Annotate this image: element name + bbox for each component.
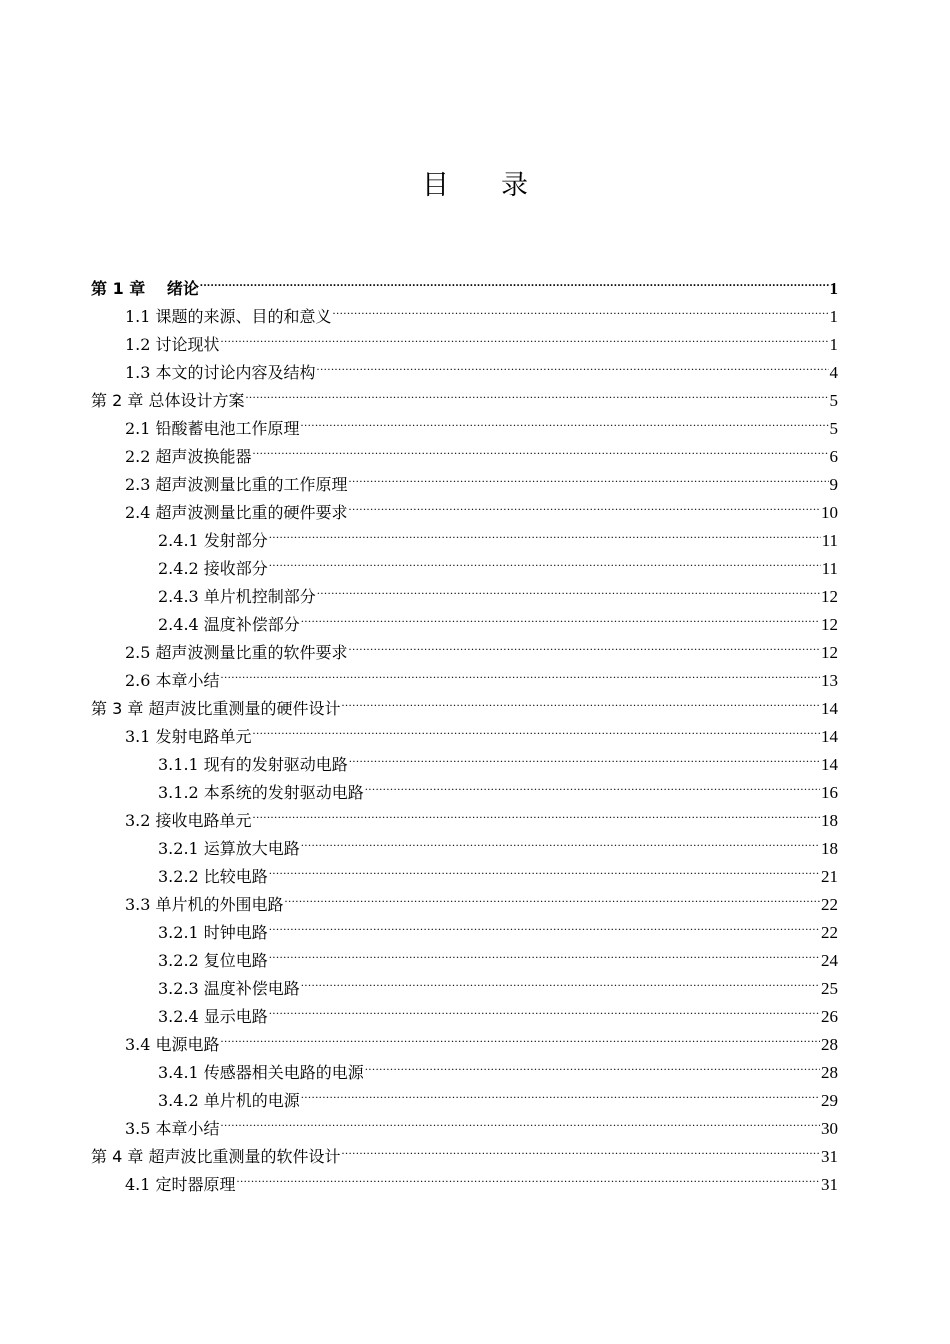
- page-title-char-1: 目: [422, 170, 449, 201]
- toc-dot-leader: [269, 994, 820, 1022]
- toc-entry-page-number: 14: [821, 699, 838, 718]
- toc-section-entry[interactable]: [91, 714, 838, 746]
- toc-entry-page-number: 28: [821, 1035, 838, 1054]
- toc-entry-title: 3.1 发射电路单元: [125, 727, 252, 746]
- toc-entry-page-number: 28: [821, 1063, 838, 1082]
- toc-entry-title: 2.5 超声波测量比重的软件要求: [125, 643, 348, 662]
- toc-dot-leader: [253, 798, 820, 826]
- toc-entry-page-number: 4: [829, 363, 838, 382]
- toc-dot-leader: [253, 434, 829, 462]
- toc-entry-title: 3.1.1 现有的发射驱动电路: [158, 755, 348, 774]
- toc-entry-page-number: 18: [821, 839, 838, 858]
- toc-entry-title: 4.1 定时器原理: [125, 1175, 236, 1194]
- toc-subsection-entry[interactable]: [91, 826, 838, 858]
- toc-entry-page-number: 1: [829, 335, 838, 354]
- toc-entry-page-number: 10: [821, 503, 838, 522]
- toc-section-entry[interactable]: [91, 322, 838, 354]
- toc-section-entry[interactable]: [91, 490, 838, 522]
- toc-dot-leader: [341, 686, 820, 714]
- table-of-contents: [91, 266, 838, 1194]
- toc-section-entry[interactable]: [91, 1106, 838, 1138]
- toc-dot-leader: [221, 1106, 820, 1134]
- toc-entry-page-number: 16: [821, 783, 838, 802]
- toc-entry-title: 3.2.2 比较电路: [158, 867, 268, 886]
- toc-entry-page-number: 6: [829, 447, 838, 466]
- toc-subsection-entry[interactable]: [91, 966, 838, 998]
- toc-subsection-entry[interactable]: [91, 938, 838, 970]
- toc-chapter-entry[interactable]: [91, 266, 838, 298]
- toc-entry-title: 3.4.2 单片机的电源: [158, 1091, 300, 1110]
- toc-entry-page-number: 14: [821, 727, 838, 746]
- toc-entry-page-number: 29: [821, 1091, 838, 1110]
- toc-entry-page-number: 26: [821, 1007, 838, 1026]
- toc-subsection-entry[interactable]: [91, 910, 838, 942]
- toc-entry-title: 2.4.2 接收部分: [158, 559, 268, 578]
- toc-dot-leader: [341, 1134, 820, 1162]
- toc-dot-leader: [365, 770, 820, 798]
- toc-dot-leader: [269, 854, 820, 882]
- toc-dot-leader: [221, 658, 820, 686]
- toc-subsection-entry[interactable]: [91, 1050, 838, 1082]
- toc-entry-page-number: 18: [821, 811, 838, 830]
- toc-section-entry[interactable]: [91, 406, 838, 438]
- toc-entry-title: 3.2.2 复位电路: [158, 951, 268, 970]
- toc-subsection-entry[interactable]: [91, 770, 838, 802]
- toc-chapter-entry[interactable]: [91, 1134, 838, 1166]
- toc-entry-page-number: 31: [821, 1175, 838, 1194]
- toc-entry-title: 1.3 本文的讨论内容及结构: [125, 363, 316, 382]
- toc-dot-leader: [285, 882, 820, 910]
- toc-section-entry[interactable]: [91, 1022, 838, 1054]
- toc-dot-leader: [333, 294, 829, 322]
- toc-entry-page-number: 12: [821, 615, 838, 634]
- toc-entry-title: 3.1.2 本系统的发射驱动电路: [158, 783, 364, 802]
- toc-entry-title: 3.2.4 显示电路: [158, 1007, 268, 1026]
- toc-dot-leader: [269, 910, 820, 938]
- toc-entry-title: 3.4.1 传感器相关电路的电源: [158, 1063, 364, 1082]
- toc-entry-page-number: 24: [821, 951, 838, 970]
- toc-section-entry[interactable]: [91, 798, 838, 830]
- toc-entry-page-number: 13: [821, 671, 838, 690]
- toc-entry-title: 2.4 超声波测量比重的硬件要求: [125, 503, 348, 522]
- toc-entry-page-number: 14: [821, 755, 838, 774]
- toc-entry-title: 3.2.3 温度补偿电路: [158, 979, 300, 998]
- toc-dot-leader: [349, 462, 829, 490]
- toc-entry-page-number: 31: [821, 1147, 838, 1166]
- toc-dot-leader: [221, 322, 829, 350]
- toc-dot-leader: [317, 574, 820, 602]
- toc-entry-title: 2.4.3 单片机控制部分: [158, 587, 316, 606]
- toc-entry-page-number: 22: [821, 923, 838, 942]
- toc-section-entry[interactable]: [91, 350, 838, 382]
- toc-section-entry[interactable]: [91, 294, 838, 326]
- toc-dot-leader: [237, 1162, 820, 1190]
- toc-subsection-entry[interactable]: [91, 1078, 838, 1110]
- toc-dot-leader: [301, 1078, 820, 1106]
- toc-dot-leader: [200, 266, 829, 294]
- page-title-char-2: 录: [501, 170, 528, 201]
- toc-entry-title: 第 1 章 绪论: [91, 279, 199, 298]
- toc-dot-leader: [245, 378, 828, 406]
- toc-section-entry[interactable]: [91, 630, 838, 662]
- toc-entry-title: 3.3 单片机的外围电路: [125, 895, 284, 914]
- toc-entry-title: 2.3 超声波测量比重的工作原理: [125, 475, 348, 494]
- toc-dot-leader: [301, 406, 829, 434]
- toc-dot-leader: [269, 518, 821, 546]
- toc-dot-leader: [301, 966, 820, 994]
- toc-entry-page-number: 1: [829, 307, 838, 326]
- toc-subsection-entry[interactable]: [91, 574, 838, 606]
- toc-subsection-entry[interactable]: [91, 546, 838, 578]
- toc-entry-page-number: 5: [829, 391, 838, 410]
- toc-dot-leader: [349, 490, 820, 518]
- toc-entry-page-number: 11: [821, 559, 838, 578]
- toc-dot-leader: [349, 742, 820, 770]
- toc-dot-leader: [221, 1022, 820, 1050]
- toc-entry-page-number: 12: [821, 587, 838, 606]
- toc-entry-title: 第 2 章 总体设计方案: [91, 391, 245, 410]
- toc-dot-leader: [349, 630, 820, 658]
- toc-entry-title: 3.2.1 时钟电路: [158, 923, 268, 942]
- toc-dot-leader: [365, 1050, 820, 1078]
- toc-section-entry[interactable]: [91, 1162, 838, 1194]
- page-title: [0, 163, 950, 202]
- toc-subsection-entry[interactable]: [91, 742, 838, 774]
- toc-subsection-entry[interactable]: [91, 994, 838, 1026]
- toc-chapter-entry[interactable]: [91, 686, 838, 718]
- toc-dot-leader: [269, 938, 820, 966]
- toc-entry-title: 2.4.4 温度补偿部分: [158, 615, 300, 634]
- toc-entry-title: 1.1 课题的来源、目的和意义: [125, 307, 332, 326]
- toc-dot-leader: [301, 602, 820, 630]
- toc-dot-leader: [269, 546, 821, 574]
- toc-entry-page-number: 22: [821, 895, 838, 914]
- toc-dot-leader: [317, 350, 829, 378]
- toc-entry-title: 3.2 接收电路单元: [125, 811, 252, 830]
- toc-section-entry[interactable]: [91, 658, 838, 690]
- toc-entry-page-number: 30: [821, 1119, 838, 1138]
- toc-subsection-entry[interactable]: [91, 518, 838, 550]
- toc-section-entry[interactable]: [91, 434, 838, 466]
- toc-dot-leader: [301, 826, 820, 854]
- toc-entry-title: 3.5 本章小结: [125, 1119, 220, 1138]
- toc-entry-title: 3.4 电源电路: [125, 1035, 220, 1054]
- toc-entry-title: 2.6 本章小结: [125, 671, 220, 690]
- toc-entry-title: 2.2 超声波换能器: [125, 447, 252, 466]
- toc-entry-page-number: 12: [821, 643, 838, 662]
- toc-entry-page-number: 1: [829, 279, 838, 298]
- toc-entry-title: 2.4.1 发射部分: [158, 531, 268, 550]
- toc-subsection-entry[interactable]: [91, 602, 838, 634]
- toc-entry-title: 1.2 讨论现状: [125, 335, 220, 354]
- toc-entry-title: 3.2.1 运算放大电路: [158, 839, 300, 858]
- toc-chapter-entry[interactable]: [91, 378, 838, 410]
- toc-entry-title: 2.1 铅酸蓄电池工作原理: [125, 419, 300, 438]
- toc-entry-page-number: 21: [821, 867, 838, 886]
- toc-entry-title: 第 3 章 超声波比重测量的硬件设计: [91, 699, 341, 718]
- toc-section-entry[interactable]: [91, 882, 838, 914]
- toc-entry-page-number: 5: [829, 419, 838, 438]
- toc-dot-leader: [253, 714, 820, 742]
- toc-section-entry[interactable]: [91, 462, 838, 494]
- toc-entry-title: 第 4 章 超声波比重测量的软件设计: [91, 1147, 341, 1166]
- toc-entry-page-number: 11: [821, 531, 838, 550]
- toc-subsection-entry[interactable]: [91, 854, 838, 886]
- toc-entry-page-number: 9: [829, 475, 838, 494]
- toc-entry-page-number: 25: [821, 979, 838, 998]
